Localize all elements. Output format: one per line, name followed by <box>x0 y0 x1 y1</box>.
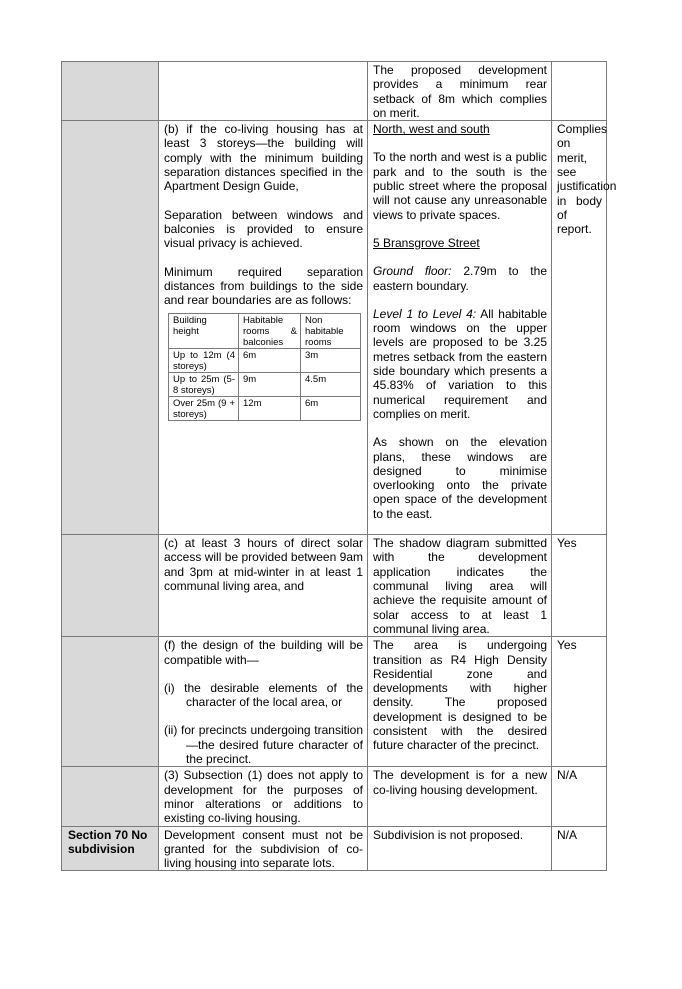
proposal-text: The proposed development provides a minimum rear setback of 8m which complies on merit. <box>373 63 547 120</box>
separation-table <box>168 313 361 421</box>
compliance-cell <box>552 535 607 637</box>
habitable-cell: 6m <box>239 349 301 373</box>
table-row <box>62 535 607 637</box>
proposal-heading-north-west-south: North, west and south <box>373 122 490 137</box>
proposal-cell <box>368 826 552 871</box>
compliance-cell <box>552 62 607 121</box>
ground-floor-label: Ground floor: <box>373 264 452 279</box>
levels-label: Level 1 to Level 4: <box>373 306 477 321</box>
control-clause-f: (f) the design of the building will be compatible with— <box>164 638 363 667</box>
control-clause-c: (c) at least 3 hours of direct solar access will be provided between 9am and 3pm at mid-winter in at least 1 communal living area, and <box>164 536 363 594</box>
proposal-text: The shadow diagram submitted with the development application indicates the communal living area will achieve the requisite amount of solar access to at least 1 communal living area. <box>373 536 547 636</box>
height-cell: Up to 12m (4 storeys) <box>169 349 239 373</box>
proposal-text: The development is for a new co-living housing development. <box>373 768 547 797</box>
compliance-text: Yes <box>557 536 577 551</box>
header-building-height: Building height <box>169 314 239 349</box>
section-cell <box>62 637 159 767</box>
control-clause-b: (b) if the co-living housing has at least 3 storeys—the building will comply with the minimum building separation distances specified in the Apartment Design Guide, <box>164 122 363 194</box>
compliance-cell <box>552 637 607 767</box>
compliance-text: N/A <box>557 827 578 842</box>
habitable-cell: 12m <box>239 397 301 421</box>
proposal-levels <box>373 307 547 421</box>
compliance-text: N/A <box>557 768 578 783</box>
control-cell <box>159 62 368 121</box>
non-habitable-cell: 6m <box>301 397 361 421</box>
proposal-cell <box>368 637 552 767</box>
control-text: Development consent must not be granted for the subdivision of co-living housing into separate lots. <box>164 827 363 871</box>
separation-row <box>169 349 361 373</box>
separation-row <box>169 397 361 421</box>
compliance-cell <box>552 767 607 826</box>
compliance-cell <box>552 826 607 871</box>
section-cell <box>62 535 159 637</box>
height-cell: Over 25m (9 + storeys) <box>169 397 239 421</box>
proposal-elevation-text: As shown on the elevation plans, these windows are designed to minimise overlooking onto the private open space of the development to the east. <box>373 435 547 521</box>
ground-floor-text: 2.79m to the eastern boundary. <box>373 264 547 293</box>
control-cell <box>159 767 368 826</box>
table-row <box>62 637 607 767</box>
control-clause-f-ii: (ii) for precincts undergoing transition—the desired future character of the precinct. <box>164 723 363 767</box>
compliance-cell <box>552 121 617 535</box>
proposal-cell <box>368 535 552 637</box>
habitable-cell: 9m <box>239 373 301 397</box>
proposal-north-west-south-text: To the north and west is a public park and to the south is the public street where the proposal will not cause any unreasonable views to private spaces. <box>373 150 547 222</box>
proposal-text: The area is undergoing transition as R4 High Density Residential zone and developments with higher density. The proposed development is designed to be consistent with the desired future character of the precinct. <box>373 638 547 753</box>
proposal-cell <box>368 767 552 826</box>
non-habitable-cell: 3m <box>301 349 361 373</box>
table-row <box>62 62 607 121</box>
table-row <box>62 121 607 535</box>
section-cell <box>62 826 159 871</box>
control-cell <box>159 826 368 871</box>
table-row <box>62 826 607 871</box>
non-habitable-cell: 4.5m <box>301 373 361 397</box>
height-cell: Up to 25m (5-8 storeys) <box>169 373 239 397</box>
control-separation-text: Minimum required separation distances from buildings to the side and rear boundaries are as follows: <box>164 264 363 308</box>
proposal-cell <box>368 62 552 121</box>
section-cell <box>62 62 159 121</box>
control-cell <box>159 535 368 637</box>
header-non-habitable: Non habitable rooms <box>301 314 361 349</box>
control-privacy-text: Separation between windows and balconies is provided to ensure visual privacy is achieved. <box>164 207 363 251</box>
compliance-text: Complies on merit, see justification in body of report. <box>557 122 617 237</box>
control-cell <box>159 121 368 535</box>
proposal-text: Subdivision is not proposed. <box>373 827 524 842</box>
control-cell <box>159 637 368 767</box>
compliance-table <box>61 61 617 871</box>
section-cell <box>62 121 159 535</box>
proposal-heading-bransgrove: 5 Bransgrove Street <box>373 235 480 250</box>
control-clause-f-i: (i) the desirable elements of the character of the local area, or <box>164 680 363 710</box>
separation-row <box>169 373 361 397</box>
section-title: Section 70 No subdivision <box>68 827 148 856</box>
header-habitable: Habitable rooms & balconies <box>239 314 301 349</box>
levels-text: All habitable room windows on the upper levels are proposed to be 3.25 metres setback from the eastern side boundary which presents a 45.83% of variation to this numerical requirement and complies on merit. <box>373 306 547 421</box>
table-row <box>62 767 607 826</box>
proposal-cell <box>368 121 552 535</box>
section-cell <box>62 767 159 826</box>
control-subsection-3: (3) Subsection (1) does not apply to development for the purposes of minor alterations or additions to existing co-living housing. <box>164 768 363 826</box>
compliance-text: Yes <box>557 638 577 653</box>
separation-header-row <box>169 314 361 349</box>
proposal-ground-floor <box>373 264 547 293</box>
